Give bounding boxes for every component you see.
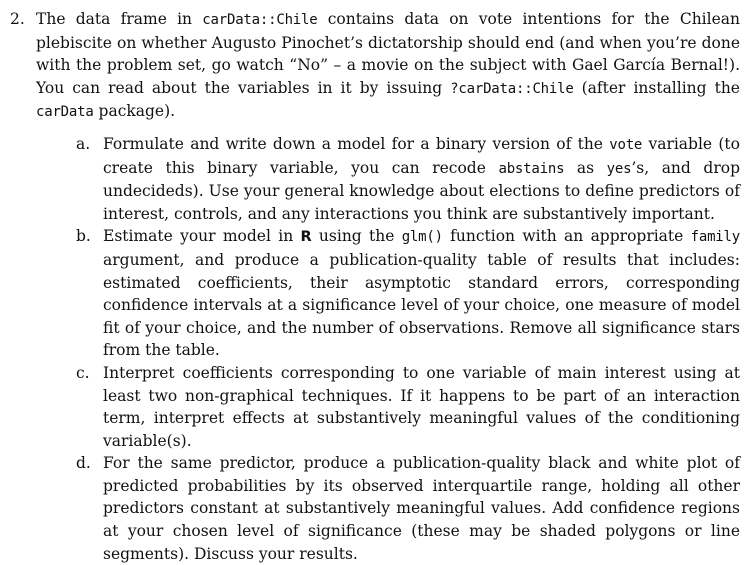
text-run: The data frame in bbox=[36, 10, 203, 28]
inline-code: family bbox=[690, 229, 740, 246]
text-run: (after installing the bbox=[573, 78, 740, 97]
part-marker: a. bbox=[76, 134, 91, 153]
inline-code: ?carData::Chile bbox=[450, 80, 574, 97]
problem-number: 2. bbox=[10, 10, 25, 28]
text-run: Formulate and write down a model for a binary version of the bbox=[103, 134, 610, 153]
text-run: argument, and produce a publication-quality table of results that includes: estimated coefficients, their asymptotic standard errors, corresponding confidence intervals at a significance level of your choice, one measure of model fit of your choice, and the number of observations. Remove all significance stars from the table. bbox=[103, 250, 740, 360]
inline-code: vote bbox=[609, 136, 643, 153]
problem-2 bbox=[10, 8, 740, 565]
part-marker: c. bbox=[76, 363, 90, 382]
problem-intro bbox=[36, 8, 740, 124]
inline-code: yes bbox=[606, 160, 632, 177]
inline-code: carData bbox=[36, 104, 94, 121]
problem-part-c bbox=[36, 362, 740, 452]
problem-part-d bbox=[36, 452, 740, 565]
inline-code: glm() bbox=[401, 229, 443, 246]
text-run: using the bbox=[311, 227, 402, 246]
inline-code: carData::Chile bbox=[202, 12, 318, 28]
part-marker: b. bbox=[76, 227, 91, 246]
text-run: function with an appropriate bbox=[442, 227, 691, 246]
language-name: R bbox=[300, 229, 312, 246]
text-run: ’s, and drop undecideds). Use your general knowledge about elections to define predictors of interest, controls, and any interactions you think are substantively important. bbox=[103, 158, 740, 223]
problem-body bbox=[36, 8, 740, 565]
text-run: contains data on vote intentions for the Chilean plebiscite on whether Augusto Pinochet’s dictatorship should end (and when you’re done with the problem set, go watch “No” – a movie on the subject with Gael García Bernal!). You can read about the variables in it by issuing bbox=[36, 10, 740, 97]
text-run: For the same predictor, produce a publication-quality black and white plot of predicted probabilities by its observed interquartile range, holding all other predictors constant at substantively meaningful values. Add confidence regions at your chosen level of significance (these may be shaded polygons or line segments). Discuss your results. bbox=[103, 454, 740, 563]
text-run: as bbox=[564, 158, 607, 177]
problem-parts-list bbox=[36, 133, 740, 565]
problem-part-b bbox=[36, 225, 740, 362]
text-run: Estimate your model in bbox=[103, 227, 301, 246]
text-run: variable (to create this binary variable, you can recode bbox=[103, 134, 740, 177]
inline-code: abstains bbox=[498, 160, 565, 177]
text-run: package). bbox=[93, 102, 176, 121]
text-run: Interpret coefficients corresponding to one variable of main interest using at least two non-graphical techniques. If it happens to be part of an interaction term, interpret effects at substantively meaningful values of the conditioning variable(s). bbox=[103, 363, 740, 450]
part-marker: d. bbox=[76, 454, 91, 473]
problem-part-a bbox=[36, 133, 740, 225]
